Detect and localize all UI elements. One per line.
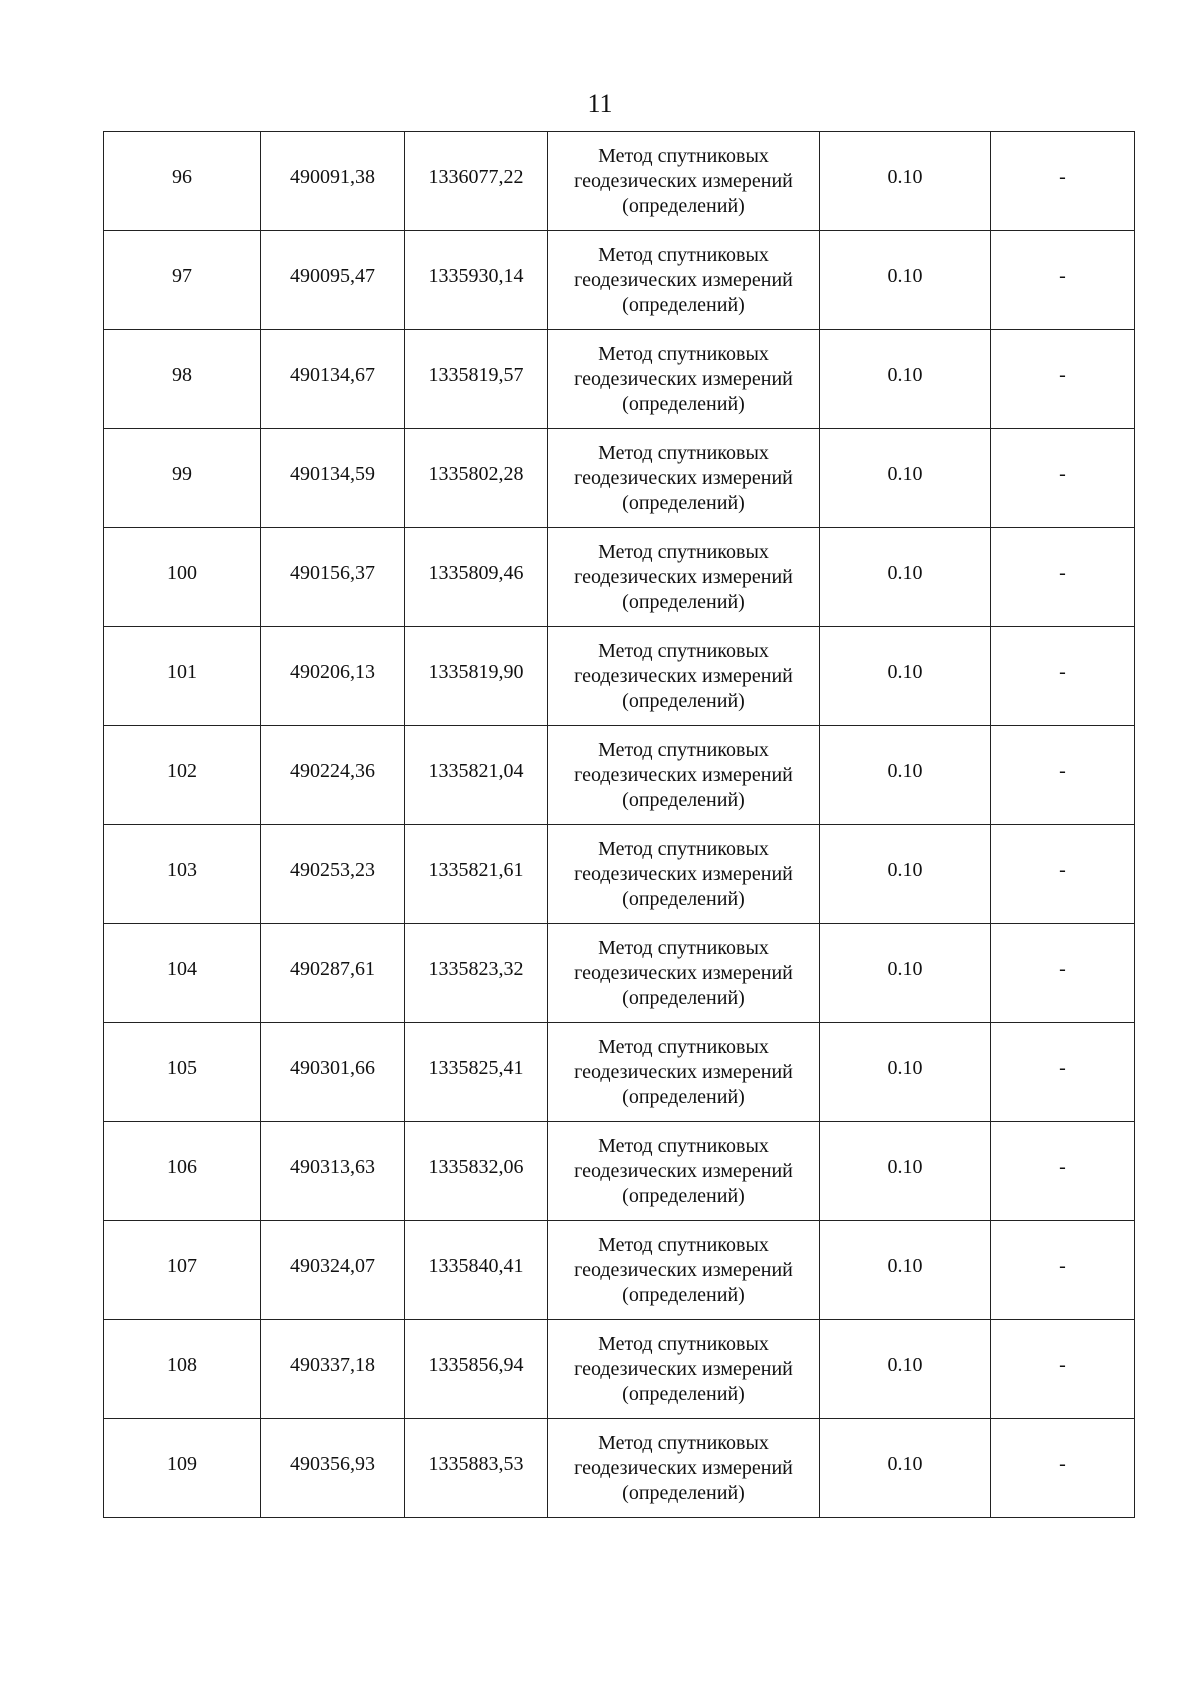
method-line: Метод спутниковых [598,639,769,662]
point-number-cell [104,1221,261,1320]
y-coordinate-cell-value: 1336077,22 [428,166,524,188]
accuracy-cell-value: 0.10 [887,265,923,287]
description-cell [991,429,1135,528]
method-line: (определений) [622,689,745,712]
accuracy-cell-value: 0.10 [887,1255,923,1277]
point-number-cell [104,924,261,1023]
point-number-cell-value: 100 [167,562,197,584]
method-line: геодезических измерений [574,862,793,885]
description-cell-value: - [1059,166,1066,188]
accuracy-cell [820,132,991,231]
y-coordinate-cell [405,924,548,1023]
point-number-cell [104,429,261,528]
table-row [104,132,1135,231]
table-row [104,1122,1135,1221]
x-coordinate-cell [261,924,405,1023]
accuracy-cell-value: 0.10 [887,1453,923,1475]
y-coordinate-cell [405,1320,548,1419]
accuracy-cell [820,1221,991,1320]
method-line: Метод спутниковых [598,837,769,860]
x-coordinate-cell-value: 490095,47 [290,265,375,287]
x-coordinate-cell-value: 490253,23 [290,859,375,881]
y-coordinate-cell-value: 1335819,90 [428,661,524,683]
method-cell [548,231,820,330]
accuracy-cell-value: 0.10 [887,1354,923,1376]
method-cell [548,528,820,627]
x-coordinate-cell-value: 490134,59 [290,463,375,485]
x-coordinate-cell-value: 490313,63 [290,1156,375,1178]
point-number-cell [104,1320,261,1419]
coordinates-table-body [104,132,1135,1518]
x-coordinate-cell-value: 490324,07 [290,1255,375,1277]
method-line: геодезических измерений [574,1258,793,1281]
method-line: геодезических измерений [574,1357,793,1380]
method-line: Метод спутниковых [598,1431,769,1454]
y-coordinate-cell [405,726,548,825]
x-coordinate-cell-value: 490337,18 [290,1354,375,1376]
accuracy-cell-value: 0.10 [887,463,923,485]
y-coordinate-cell [405,528,548,627]
accuracy-cell [820,924,991,1023]
point-number-cell-value: 99 [172,463,192,485]
accuracy-cell-value: 0.10 [887,1057,923,1079]
y-coordinate-cell-value: 1335809,46 [428,562,524,584]
point-number-cell [104,1419,261,1518]
point-number-cell-value: 104 [167,958,197,980]
description-cell [991,1221,1135,1320]
point-number-cell [104,132,261,231]
method-line: (определений) [622,1184,745,1207]
description-cell [991,528,1135,627]
accuracy-cell [820,1122,991,1221]
point-number-cell-value: 103 [167,859,197,881]
method-cell [548,726,820,825]
x-coordinate-cell [261,1221,405,1320]
table-row [104,1320,1135,1419]
method-line: Метод спутниковых [598,738,769,761]
accuracy-cell-value: 0.10 [887,859,923,881]
method-line: геодезических измерений [574,1159,793,1182]
y-coordinate-cell-value: 1335821,61 [428,859,524,881]
method-line: Метод спутниковых [598,1233,769,1256]
accuracy-cell-value: 0.10 [887,562,923,584]
x-coordinate-cell [261,627,405,726]
method-line: Метод спутниковых [598,1035,769,1058]
point-number-cell-value: 105 [167,1057,197,1079]
method-line: Метод спутниковых [598,936,769,959]
description-cell-value: - [1059,1354,1066,1376]
accuracy-cell [820,330,991,429]
description-cell-value: - [1059,1255,1066,1277]
method-line: (определений) [622,1382,745,1405]
description-cell [991,627,1135,726]
method-cell [548,1023,820,1122]
description-cell [991,1320,1135,1419]
method-line: Метод спутниковых [598,144,769,167]
y-coordinate-cell-value: 1335823,32 [428,958,524,980]
point-number-cell-value: 97 [172,265,192,287]
method-cell [548,924,820,1023]
y-coordinate-cell [405,1419,548,1518]
y-coordinate-cell-value: 1335825,41 [428,1057,524,1079]
y-coordinate-cell [405,429,548,528]
method-line: (определений) [622,392,745,415]
method-cell [548,1320,820,1419]
description-cell-value: - [1059,562,1066,584]
x-coordinate-cell-value: 490134,67 [290,364,375,386]
y-coordinate-cell [405,1122,548,1221]
method-line: Метод спутниковых [598,342,769,365]
accuracy-cell [820,627,991,726]
description-cell-value: - [1059,265,1066,287]
description-cell [991,825,1135,924]
method-line: Метод спутниковых [598,441,769,464]
table-row [104,627,1135,726]
y-coordinate-cell [405,1221,548,1320]
description-cell-value: - [1059,1156,1066,1178]
method-line: Метод спутниковых [598,1134,769,1157]
description-cell [991,1122,1135,1221]
accuracy-cell-value: 0.10 [887,1156,923,1178]
x-coordinate-cell [261,1122,405,1221]
method-line: геодезических измерений [574,565,793,588]
accuracy-cell [820,825,991,924]
accuracy-cell-value: 0.10 [887,166,923,188]
accuracy-cell [820,231,991,330]
x-coordinate-cell-value: 490156,37 [290,562,375,584]
description-cell-value: - [1059,958,1066,980]
table-row [104,924,1135,1023]
description-cell [991,726,1135,825]
description-cell [991,924,1135,1023]
description-cell [991,1023,1135,1122]
method-cell [548,1122,820,1221]
x-coordinate-cell [261,132,405,231]
method-line: (определений) [622,293,745,316]
x-coordinate-cell [261,330,405,429]
x-coordinate-cell [261,726,405,825]
point-number-cell [104,528,261,627]
method-line: Метод спутниковых [598,1332,769,1355]
method-cell [548,132,820,231]
point-number-cell [104,627,261,726]
method-cell [548,825,820,924]
accuracy-cell [820,1419,991,1518]
method-line: (определений) [622,986,745,1009]
x-coordinate-cell [261,1023,405,1122]
table-row [104,1221,1135,1320]
method-line: геодезических измерений [574,961,793,984]
method-line: геодезических измерений [574,1060,793,1083]
method-line: (определений) [622,887,745,910]
point-number-cell-value: 108 [167,1354,197,1376]
accuracy-cell-value: 0.10 [887,760,923,782]
method-line: (определений) [622,1085,745,1108]
accuracy-cell [820,1023,991,1122]
method-line: (определений) [622,1481,745,1504]
y-coordinate-cell-value: 1335832,06 [428,1156,524,1178]
table-row [104,231,1135,330]
y-coordinate-cell-value: 1335840,41 [428,1255,524,1277]
table-row [104,726,1135,825]
method-cell [548,1419,820,1518]
point-number-cell-value: 106 [167,1156,197,1178]
description-cell [991,330,1135,429]
point-number-cell-value: 96 [172,166,192,188]
x-coordinate-cell-value: 490224,36 [290,760,375,782]
description-cell-value: - [1059,1057,1066,1079]
point-number-cell [104,825,261,924]
table-row [104,1023,1135,1122]
point-number-cell-value: 109 [167,1453,197,1475]
point-number-cell-value: 98 [172,364,192,386]
method-line: (определений) [622,194,745,217]
y-coordinate-cell [405,627,548,726]
x-coordinate-cell [261,528,405,627]
method-cell [548,627,820,726]
method-cell [548,330,820,429]
x-coordinate-cell-value: 490301,66 [290,1057,375,1079]
x-coordinate-cell-value: 490356,93 [290,1453,375,1475]
method-line: геодезических измерений [574,268,793,291]
description-cell-value: - [1059,364,1066,386]
description-cell-value: - [1059,463,1066,485]
method-line: Метод спутниковых [598,540,769,563]
table-row [104,825,1135,924]
y-coordinate-cell-value: 1335819,57 [428,364,524,386]
y-coordinate-cell-value: 1335802,28 [428,463,524,485]
accuracy-cell-value: 0.10 [887,364,923,386]
table-row [104,429,1135,528]
method-line: геодезических измерений [574,367,793,390]
coordinates-table [103,131,1135,1518]
point-number-cell-value: 102 [167,760,197,782]
accuracy-cell [820,429,991,528]
x-coordinate-cell [261,429,405,528]
description-cell [991,231,1135,330]
method-line: геодезических измерений [574,664,793,687]
method-line: (определений) [622,590,745,613]
point-number-cell [104,1122,261,1221]
y-coordinate-cell [405,231,548,330]
point-number-cell [104,231,261,330]
description-cell-value: - [1059,859,1066,881]
accuracy-cell [820,1320,991,1419]
accuracy-cell-value: 0.10 [887,661,923,683]
point-number-cell-value: 101 [167,661,197,683]
accuracy-cell-value: 0.10 [887,958,923,980]
accuracy-cell [820,726,991,825]
table-row [104,330,1135,429]
description-cell-value: - [1059,1453,1066,1475]
method-line: (определений) [622,491,745,514]
y-coordinate-cell [405,1023,548,1122]
y-coordinate-cell-value: 1335821,04 [428,760,524,782]
method-line: геодезических измерений [574,763,793,786]
point-number-cell [104,1023,261,1122]
method-line: Метод спутниковых [598,243,769,266]
x-coordinate-cell-value: 490091,38 [290,166,375,188]
y-coordinate-cell [405,132,548,231]
x-coordinate-cell [261,1419,405,1518]
description-cell [991,132,1135,231]
method-line: (определений) [622,788,745,811]
method-line: (определений) [622,1283,745,1306]
x-coordinate-cell [261,231,405,330]
point-number-cell [104,726,261,825]
method-cell [548,429,820,528]
y-coordinate-cell-value: 1335883,53 [428,1453,524,1475]
description-cell-value: - [1059,661,1066,683]
y-coordinate-cell-value: 1335930,14 [428,265,524,287]
method-line: геодезических измерений [574,169,793,192]
point-number-cell [104,330,261,429]
method-line: геодезических измерений [574,1456,793,1479]
y-coordinate-cell-value: 1335856,94 [428,1354,524,1376]
x-coordinate-cell [261,825,405,924]
x-coordinate-cell-value: 490206,13 [290,661,375,683]
x-coordinate-cell [261,1320,405,1419]
accuracy-cell [820,528,991,627]
description-cell-value: - [1059,760,1066,782]
method-line: геодезических измерений [574,466,793,489]
point-number-cell-value: 107 [167,1255,197,1277]
x-coordinate-cell-value: 490287,61 [290,958,375,980]
table-row [104,528,1135,627]
y-coordinate-cell [405,825,548,924]
page-number: 11 [587,89,613,118]
description-cell [991,1419,1135,1518]
table-row [104,1419,1135,1518]
y-coordinate-cell [405,330,548,429]
method-cell [548,1221,820,1320]
